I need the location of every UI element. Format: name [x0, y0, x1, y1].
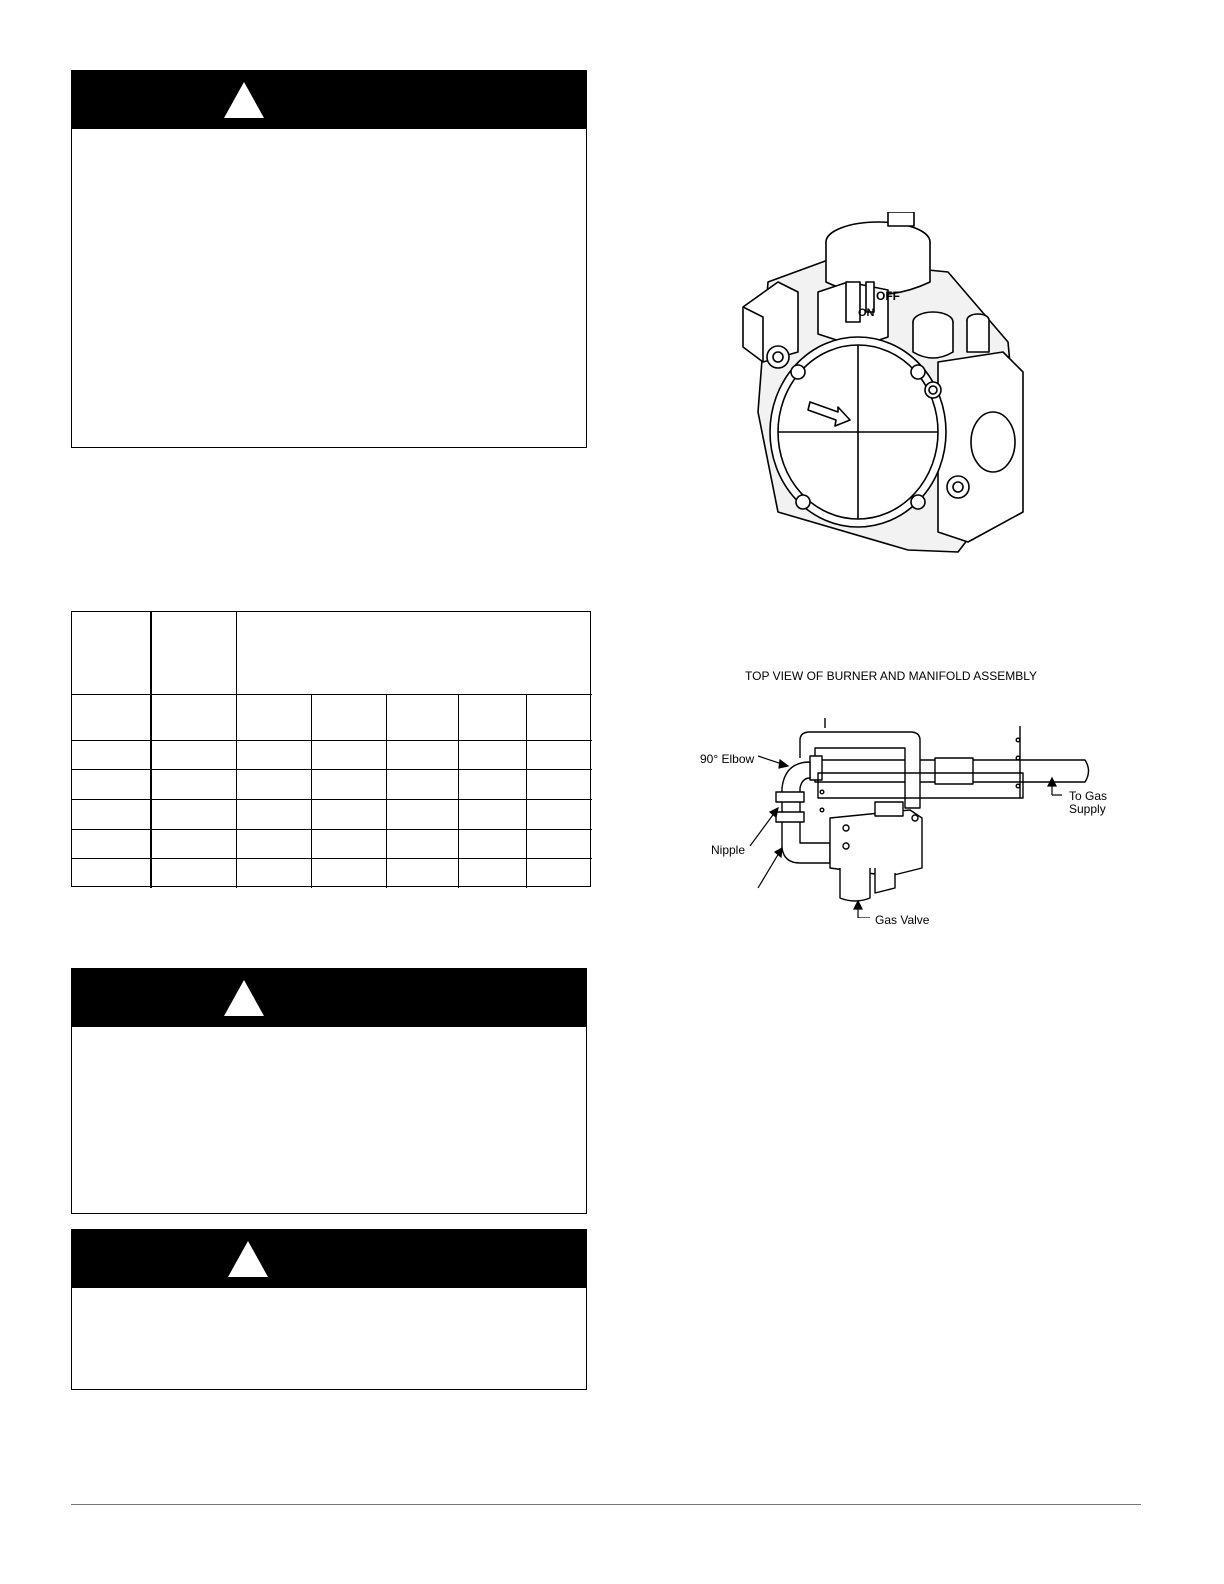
- spec-table: [71, 611, 591, 887]
- warning-triangle-icon: [222, 978, 266, 1018]
- valve-on-label: ON: [858, 307, 875, 319]
- manifold-figure-title: TOP VIEW OF BURNER AND MANIFOLD ASSEMBLY: [745, 669, 1038, 683]
- footer-rule: [71, 1504, 1141, 1505]
- manifold-assembly-illustration: [700, 718, 1100, 918]
- gas-supply-label-line2: Supply: [1069, 802, 1106, 816]
- nipple-label: Nipple: [711, 843, 746, 857]
- warning-triangle-icon: [222, 80, 266, 120]
- elbow-label: 90° Elbow: [700, 752, 755, 766]
- valve-off-label: OFF: [876, 289, 900, 303]
- gas-valve-label: Gas Valve: [875, 913, 930, 927]
- warning-header-1: [72, 71, 586, 129]
- warning-box-1: [71, 70, 587, 448]
- warning-header-2: [72, 969, 586, 1027]
- gas-valve-illustration: [738, 212, 1038, 557]
- warning-box-3: [71, 1229, 587, 1390]
- warning-header-3: [72, 1230, 586, 1288]
- warning-triangle-icon: [226, 1239, 270, 1279]
- warning-box-2: [71, 968, 587, 1214]
- gas-supply-label-line1: To Gas: [1069, 789, 1108, 803]
